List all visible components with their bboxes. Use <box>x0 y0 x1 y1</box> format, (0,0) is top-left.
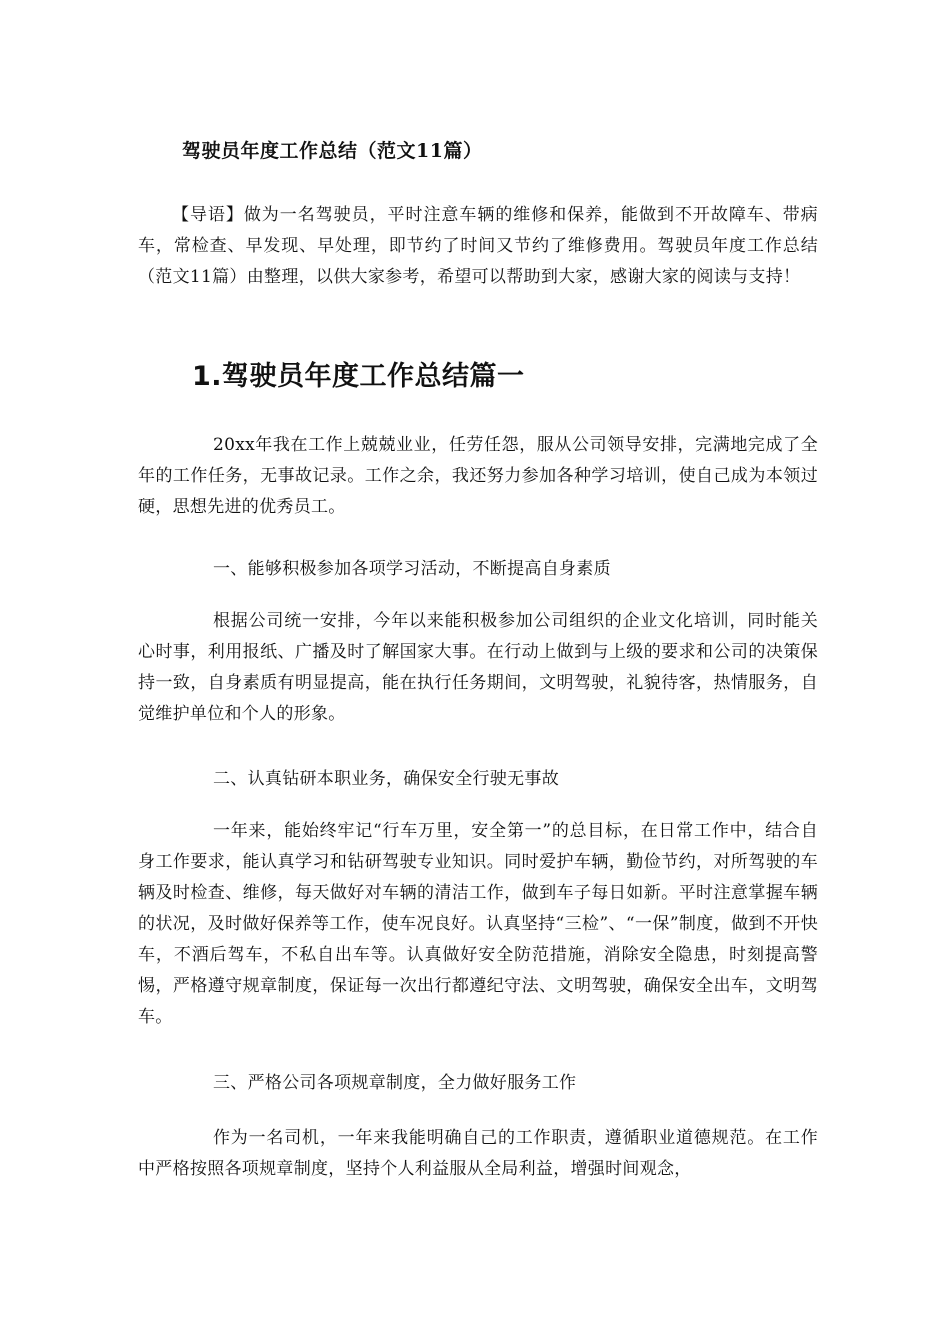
section-heading: 1.驾驶员年度工作总结篇一 <box>192 361 525 392</box>
paragraph-study: 根据公司统一安排，今年以来能积极参加公司组织的企业文化培训，同时能关心时事，利用报纸、广播及时了解国家大事。在行动上做到与上级的要求和公司的决策保持一致，自身素质有明显提高，能在执行任务期间，文明驾驶，礼貌待客，热情服务，自觉维护单位和个人的形象。 <box>138 611 818 724</box>
subheading-1: 一、能够积极参加各项学习活动，不断提高自身素质 <box>213 559 611 579</box>
intro-paragraph: 【导语】做为一名驾驶员，平时注意车辆的维修和保养，能做到不开故障车、带病车，常检查、早发现、早处理，即节约了时间又节约了维修费用。驾驶员年度工作总结（范文11篇）由整理，以供大家参考，希望可以帮助到大家，感谢大家的阅读与支持！ <box>138 205 818 287</box>
subheading-2: 二、认真钻研本职业务，确保安全行驶无事故 <box>213 769 559 789</box>
paragraph-service: 作为一名司机，一年来我能明确自己的工作职责，遵循职业道德规范。在工作中严格按照各项规章制度，坚持个人利益服从全局利益，增强时间观念， <box>138 1128 818 1179</box>
paragraph-opening: 20xx年我在工作上兢兢业业，任劳任怨，服从公司领导安排，完满地完成了全年的工作任务，无事故记录。工作之余，我还努力参加各种学习培训，使自己成为本领过硬，思想先进的优秀员工。 <box>138 435 818 517</box>
document-title: 驾驶员年度工作总结（范文11篇） <box>182 140 483 162</box>
subheading-3: 三、严格公司各项规章制度，全力做好服务工作 <box>213 1073 577 1093</box>
paragraph-safety: 一年来，能始终牢记“行车万里，安全第一”的总目标，在日常工作中，结合自身工作要求，能认真学习和钻研驾驶专业知识。同时爱护车辆，勤俭节约，对所驾驶的车辆及时检查、维修，每天做好对车辆的清洁工作，做到车子每日如新。平时注意掌握车辆的状况，及时做好保养等工作，使车况良好。认真坚持“三检”、“一保”制度，做到不开快车，不酒后驾车，不私自出车等。认真做好安全防范措施，消除安全隐患，时刻提高警惕，严格遵守规章制度，保证每一次出行都遵纪守法、文明驾驶，确保安全出车，文明驾车。 <box>138 821 818 1027</box>
